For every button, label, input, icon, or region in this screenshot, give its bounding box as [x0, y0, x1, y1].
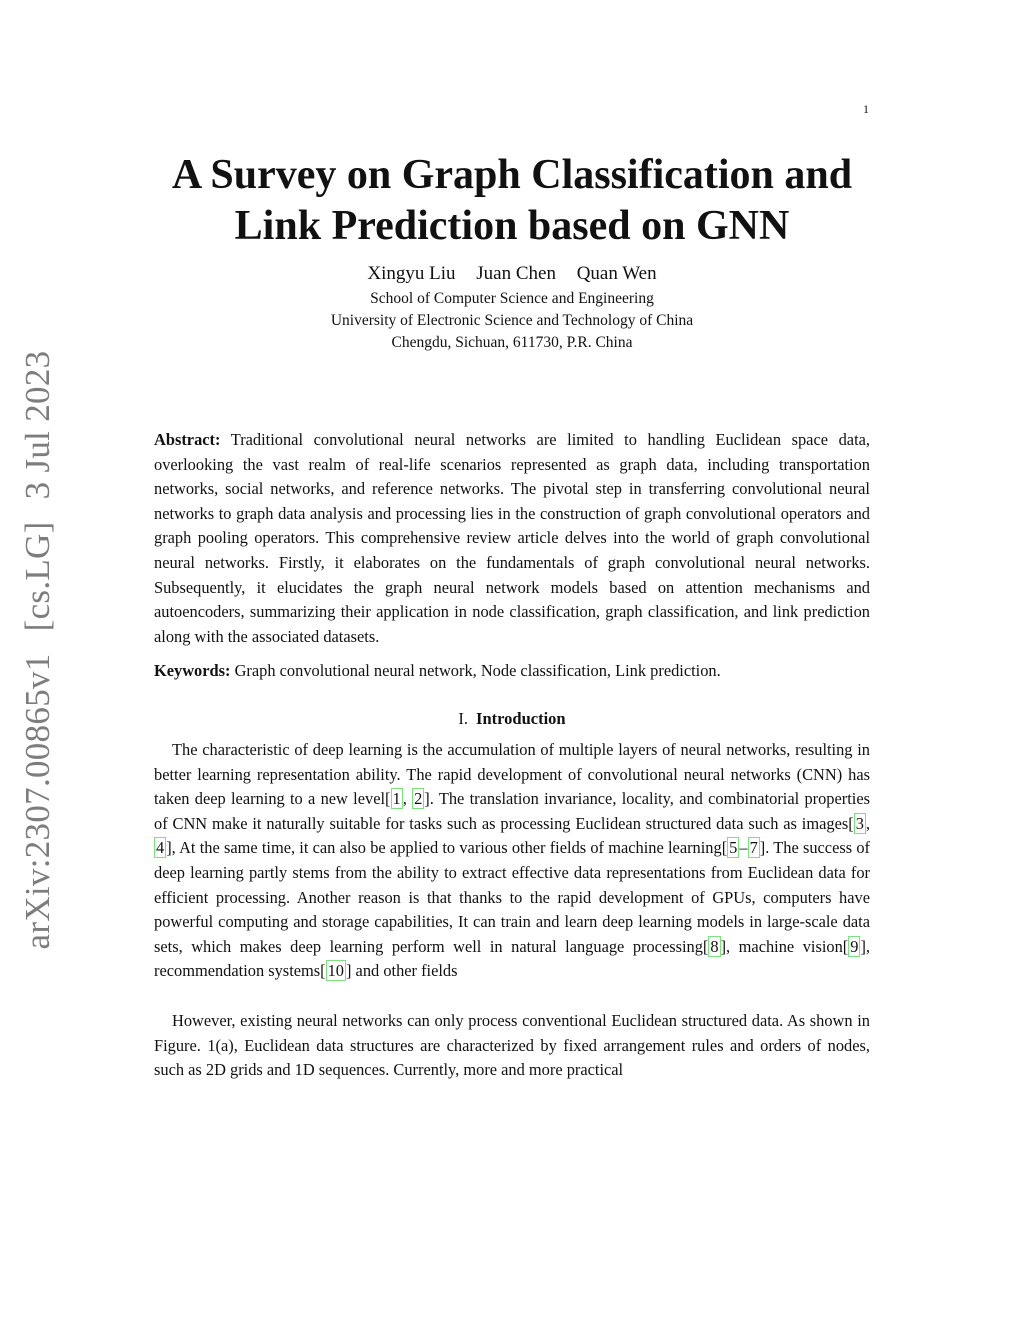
author-2: Juan Chen [476, 263, 556, 284]
citation-link[interactable]: 2 [414, 789, 423, 809]
author-1: Xingyu Liu [367, 263, 456, 284]
citation-link[interactable]: 7 [749, 838, 758, 858]
section-heading [0, 709, 1024, 729]
section-title: Introduction [476, 709, 566, 728]
affiliation-university: University of Electronic Science and Technology of China [330, 312, 694, 329]
abstract-label: Abstract: [154, 430, 221, 449]
author-3: Quan Wen [576, 263, 657, 284]
paper-title [0, 150, 1024, 252]
abstract-text: Traditional convolutional neural networks are limited to handling Euclidean space data, overlooking the vast realm of real-life scenarios represented as graph data, including transportation networks, social networks, and reference networks. The pivotal step in transferring convolutional neural networks to graph data analysis and processing lies in the construction of graph convolutional operators and graph pooling operators. This comprehensive review article delves into the world of graph convolutional neural networks. Firstly, it elaborates on the fundamentals of graph convolutional neural networks. Subsequently, it elucidates the graph neural network models based on attention mechanisms and autoencoders, summarizing their application in node classification, graph classification, and link prediction along with the associated datasets. [154, 430, 870, 646]
abstract [154, 428, 870, 649]
title-line-2: Link Prediction based on GNN [234, 203, 790, 249]
citation-link[interactable]: 8 [710, 936, 719, 956]
affiliation-school: School of Computer Science and Engineering [370, 290, 654, 307]
page-number: 1 [863, 102, 869, 116]
title-line-1: A Survey on Graph Classification and [171, 152, 853, 198]
author-list [0, 263, 1024, 285]
citation-link[interactable]: 10 [327, 961, 344, 981]
citation-link[interactable]: 3 [855, 813, 864, 833]
keywords-label: Keywords: [154, 661, 231, 680]
affiliation-address: Chengdu, Sichuan, 611730, P.R. China [391, 334, 633, 351]
section-number: I. [458, 709, 469, 728]
arxiv-category: [cs.LG] [18, 521, 57, 632]
arxiv-date: 3 Jul 2023 [18, 350, 57, 500]
keywords [154, 659, 870, 684]
citation-link[interactable]: 5 [729, 838, 738, 858]
intro-paragraph-2: However, existing neural networks can only process conventional Euclidean structured data. As shown in Figure. 1(a), Euclidean data structures are characterized by fixed arrangement rules and orders of nodes, such as 2D grids and 1D sequences. Currently, more and more practical [154, 1011, 870, 1080]
intro-paragraph-1: The characteristic of deep learning is the accumulation of multiple layers of neural networks, resulting in better learning representation ability. The rapid development of convolutional neural networks (CNN) has taken deep learning to a new level[ 1 , 2 ]. The translation invariance, locality, and combinatorial properties of CNN make it naturally suitable for tasks such as processing Euclidean structured data such as images[ 3 , 4 ], At the same time, it can also be applied to various other fields of machine learning[ 5 – 7 ]. The success of deep learning partly stems from the ability to extract effective data representations from Euclidean data for efficient processing. Another reason is that thanks to the rapid development of GPUs, computers have powerful computing and storage capabilities, It can train and learn deep learning models in large-scale data sets, which makes deep learning perform well in natural language processing[ 8 ], machine vision[ 9 ], recommendation systems[ 10 ] and other fields [154, 740, 870, 981]
citation-link[interactable]: 4 [156, 838, 165, 858]
citation-link[interactable]: 9 [850, 936, 859, 956]
citation-link[interactable]: 1 [392, 789, 401, 809]
arxiv-stamp [18, 351, 58, 950]
arxiv-id: arXiv:2307.00865v1 [18, 653, 57, 950]
keywords-text: Graph convolutional neural network, Node classification, Link prediction. [234, 661, 721, 680]
